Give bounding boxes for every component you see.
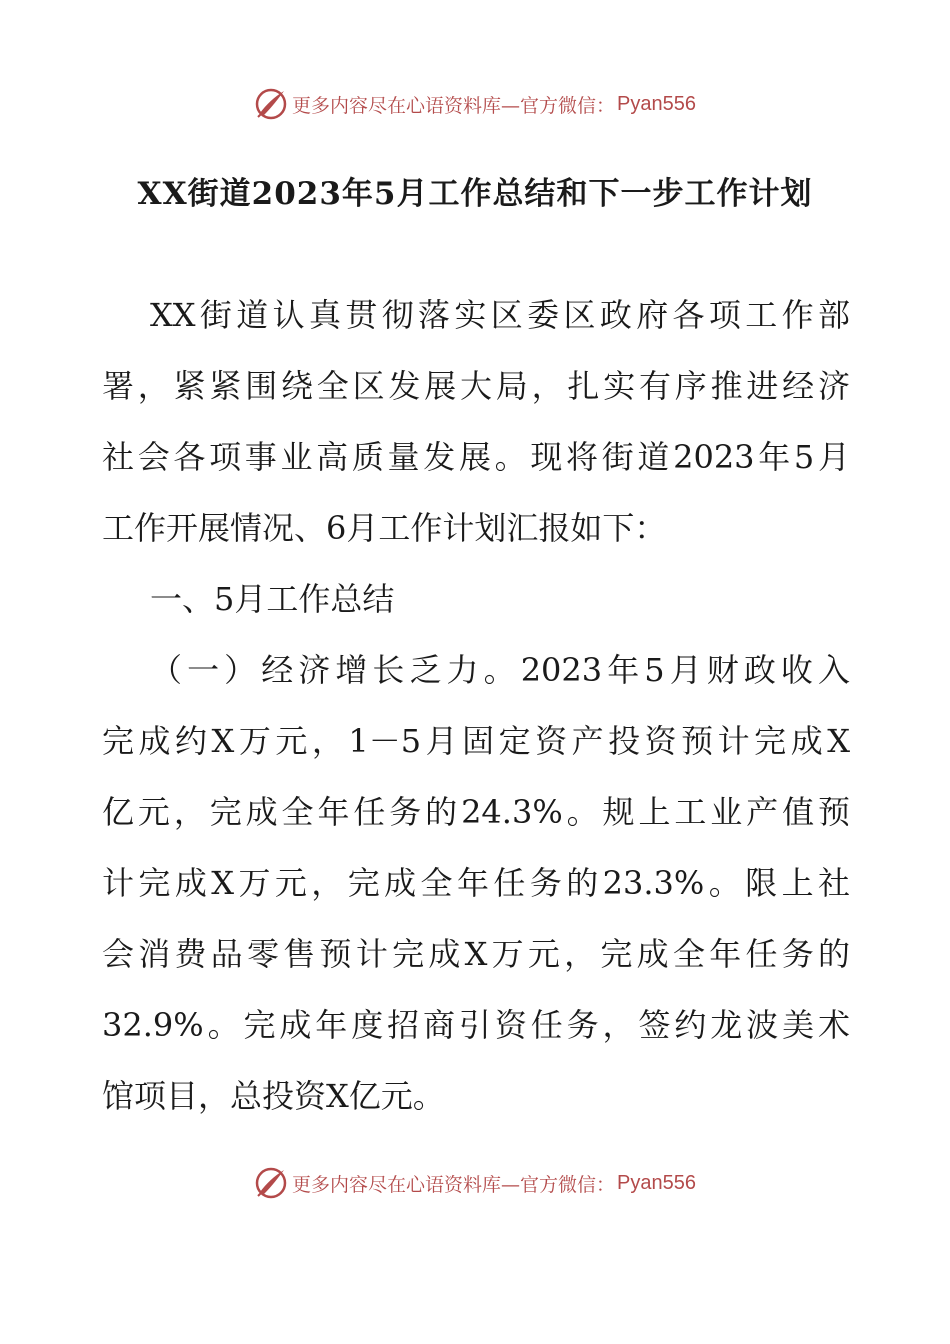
document-body	[102, 280, 850, 1132]
paragraph-line: 馆项目，总投资X亿元。	[102, 1077, 445, 1115]
banner-wechat-id: Pyan556	[617, 1171, 696, 1194]
paragraph-line: 社会各项事业高质量发展。现将街道2023年5月	[102, 438, 850, 476]
paragraph-line: 32.9%。完成年度招商引资任务，签约龙波美术	[102, 1006, 850, 1044]
paragraph-line: 亿元，完成全年任务的24.3%。规上工业产值预	[102, 793, 850, 831]
footer-banner	[0, 1163, 950, 1203]
quill-pen-logo-icon	[254, 1166, 288, 1200]
quill-pen-logo-icon	[254, 87, 288, 121]
paragraph-line: 会消费品零售预计完成X万元，完成全年任务的	[102, 935, 850, 973]
banner-wechat-id: Pyan556	[617, 92, 696, 115]
document-title: XX街道2023年5月工作总结和下一步工作计划	[137, 176, 813, 212]
subsection-line: （一）经济增长乏力。2023年5月财政收入	[150, 651, 850, 689]
paragraph-line: 工作开展情况、6月工作计划汇报如下：	[102, 509, 667, 547]
section-heading: 一、5月工作总结	[150, 580, 395, 618]
banner-text: 更多内容尽在心语资料库—官方微信：	[292, 94, 616, 117]
paragraph-line: 计完成X万元，完成全年任务的23.3%。限上社	[102, 864, 850, 902]
header-banner	[0, 84, 950, 124]
paragraph-line: 署，紧紧围绕全区发展大局，扎实有序推进经济	[102, 367, 850, 405]
banner-text: 更多内容尽在心语资料库—官方微信：	[292, 1173, 616, 1196]
paragraph-line: 完成约X万元，1－5月固定资产投资预计完成X	[102, 722, 850, 760]
paragraph-line: XX街道认真贯彻落实区委区政府各项工作部	[150, 296, 850, 334]
